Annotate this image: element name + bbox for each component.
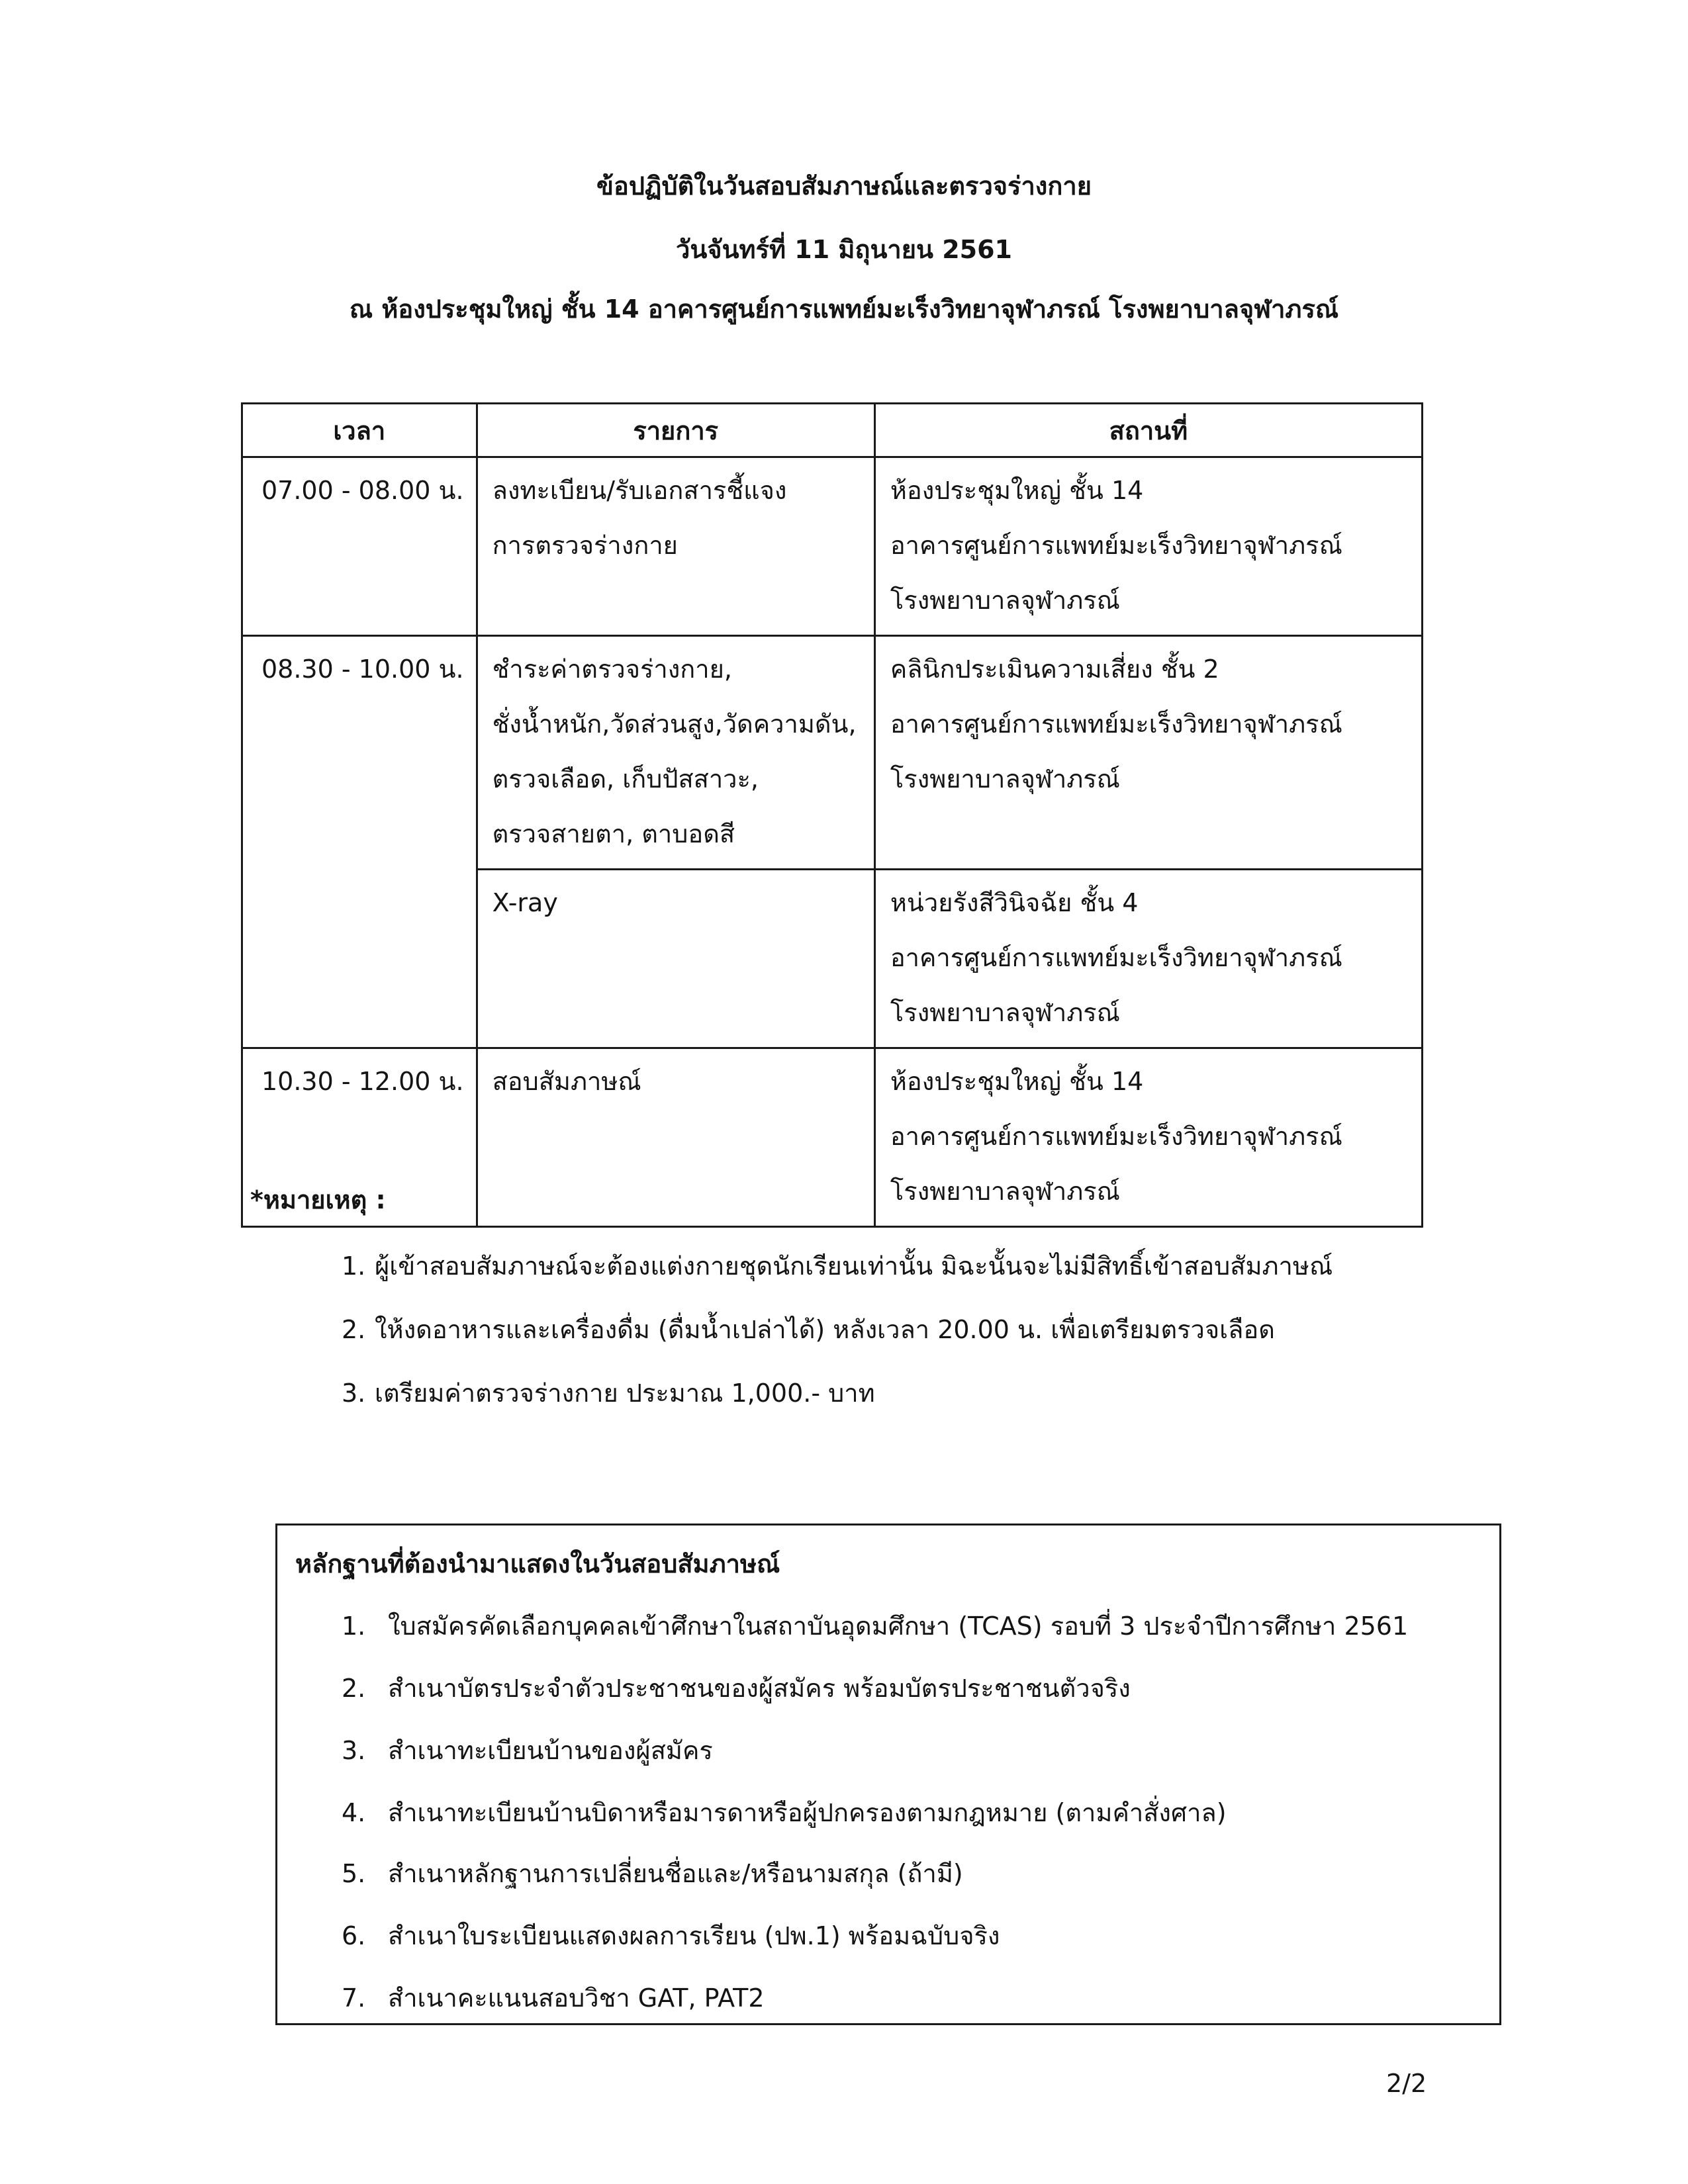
document-number: 1. — [342, 1612, 366, 1641]
document-text: ใบสมัครคัดเลือกบุคคลเข้าศึกษาในสถาบันอุดมศึกษา (TCAS) รอบที่ 3 ประจำปีการศึกษา 2561 — [388, 1612, 1409, 1641]
event-venue: ณ ห้องประชุมใหญ่ ชั้น 14 อาคารศูนย์การแพทย์มะเร็งวิทยาจุฬาภรณ์ โรงพยาบาลจุฬาภรณ์ — [349, 295, 1339, 324]
note-text: ให้งดอาหารและเครื่องดื่ม (ดื่มน้ำเปล่าได้) หลังเวลา 20.00 น. เพื่อเตรียมตรวจเลือด — [375, 1315, 1275, 1344]
cell-line: ห้องประชุมใหญ่ ชั้น 14 — [890, 476, 1144, 505]
column-header-time: เวลา — [242, 404, 477, 457]
note-text: ผู้เข้าสอบสัมภาษณ์จะต้องแต่งกายชุดนักเรียนเท่านั้น มิฉะนั้นจะไม่มีสิทธิ์เข้าสอบสัมภาษณ์ — [375, 1251, 1333, 1281]
document-item — [342, 1978, 765, 2018]
time-cell — [242, 636, 477, 1048]
cell-line: คลินิกประเมินความเสี่ยง ชั้น 2 — [890, 655, 1219, 684]
table-header-row — [242, 404, 1423, 457]
document-text: สำเนาบัตรประจำตัวประชาชนของผู้สมัคร พร้อมบัตรประชาชนตัวจริง — [388, 1674, 1131, 1703]
cell-line: โรงพยาบาลจุฬาภรณ์ — [890, 1177, 1120, 1206]
document-item — [342, 1915, 1000, 1956]
column-header-location: สถานที่ — [874, 404, 1422, 457]
event-date: วันจันทร์ที่ 11 มิถุนายน 2561 — [675, 235, 1012, 264]
activity-cell — [477, 457, 874, 636]
schedule-table — [241, 402, 1423, 1228]
cell-line: หน่วยรังสีวินิจฉัย ชั้น 4 — [890, 888, 1139, 917]
document-text: สำเนาใบระเบียนแสดงผลการเรียน (ปพ.1) พร้อมฉบับจริง — [388, 1921, 1000, 1950]
cell-line: ตรวจสายตา, ตาบอดสี — [492, 819, 735, 848]
note-number: 3. — [342, 1379, 366, 1408]
cell-line: ห้องประชุมใหญ่ ชั้น 14 — [890, 1067, 1144, 1096]
note-number: 1. — [342, 1251, 366, 1281]
notes-title: *หมายเหตุ : — [250, 1185, 386, 1214]
cell-line: 10.30 - 12.00 น. — [261, 1067, 464, 1096]
cell-line: อาคารศูนย์การแพทย์มะเร็งวิทยาจุฬาภรณ์ — [890, 943, 1342, 972]
cell-line: การตรวจร่างกาย — [492, 531, 678, 560]
page-number: 2/2 — [1386, 2069, 1427, 2098]
document-text: สำเนาทะเบียนบ้านของผู้สมัคร — [388, 1736, 713, 1765]
activity-cell — [477, 636, 874, 870]
document-text: สำเนาหลักฐานการเปลี่ยนชื่อและ/หรือนามสกุล (ถ้ามี) — [388, 1859, 963, 1888]
table-row — [242, 636, 1423, 870]
cell-line: โรงพยาบาลจุฬาภรณ์ — [890, 764, 1120, 794]
note-text: เตรียมค่าตรวจร่างกาย ประมาณ 1,000.- บาท — [375, 1379, 875, 1408]
note-item — [342, 1309, 1275, 1349]
cell-line: ชำระค่าตรวจร่างกาย, — [492, 655, 732, 684]
document-number: 4. — [342, 1798, 366, 1827]
location-cell — [874, 870, 1422, 1048]
cell-line: X-ray — [492, 888, 558, 917]
document-text: สำเนาคะแนนสอบวิชา GAT, PAT2 — [388, 1983, 765, 2013]
cell-line: อาคารศูนย์การแพทย์มะเร็งวิทยาจุฬาภรณ์ — [890, 1122, 1342, 1151]
document-text: สำเนาทะเบียนบ้านบิดาหรือมารดาหรือผู้ปกครองตามกฎหมาย (ตามคำสั่งศาล) — [388, 1798, 1227, 1827]
cell-line: อาคารศูนย์การแพทย์มะเร็งวิทยาจุฬาภรณ์ — [890, 531, 1342, 560]
cell-line: สอบสัมภาษณ์ — [492, 1067, 641, 1096]
time-cell — [242, 457, 477, 636]
activity-cell — [477, 1048, 874, 1227]
cell-line: อาคารศูนย์การแพทย์มะเร็งวิทยาจุฬาภรณ์ — [890, 709, 1342, 739]
page-title: ข้อปฏิบัติในวันสอบสัมภาษณ์และตรวจร่างกาย — [596, 171, 1092, 201]
document-number: 6. — [342, 1921, 366, 1950]
column-header-activity: รายการ — [477, 404, 874, 457]
note-item — [342, 1373, 875, 1413]
cell-line: ลงทะเบียน/รับเอกสารชี้แจง — [492, 476, 787, 505]
table-row — [242, 457, 1423, 636]
document-item — [342, 1853, 963, 1893]
document-number: 2. — [342, 1674, 366, 1703]
location-cell — [874, 457, 1422, 636]
cell-line: ชั่งน้ำหนัก,วัดส่วนสูง,วัดความดัน, — [492, 709, 857, 739]
cell-line: ตรวจเลือด, เก็บปัสสาวะ, — [492, 764, 759, 794]
note-item — [342, 1246, 1333, 1286]
documents-title: หลักฐานที่ต้องนำมาแสดงในวันสอบสัมภาษณ์ — [295, 1549, 780, 1578]
cell-line: โรงพยาบาลจุฬาภรณ์ — [890, 998, 1120, 1027]
note-number: 2. — [342, 1315, 366, 1344]
location-cell — [874, 1048, 1422, 1227]
document-number: 7. — [342, 1983, 366, 2013]
cell-line: 08.30 - 10.00 น. — [261, 655, 464, 684]
cell-line: โรงพยาบาลจุฬาภรณ์ — [890, 586, 1120, 615]
activity-cell — [477, 870, 874, 1048]
document-item — [342, 1668, 1131, 1708]
cell-line: 07.00 - 08.00 น. — [261, 476, 464, 505]
location-cell — [874, 636, 1422, 870]
document-item — [342, 1730, 713, 1770]
document-item — [342, 1792, 1227, 1833]
table-row — [242, 1048, 1423, 1227]
document-number: 3. — [342, 1736, 366, 1765]
document-item — [342, 1606, 1408, 1646]
document-number: 5. — [342, 1859, 366, 1888]
